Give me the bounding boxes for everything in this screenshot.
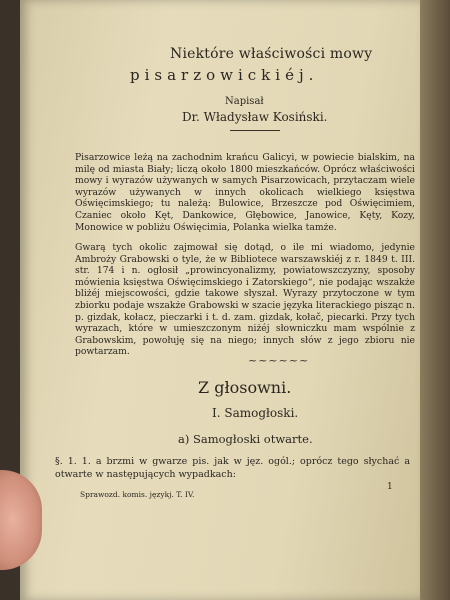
footer-signature: Sprawozd. komis. językj. T. IV. <box>80 490 195 499</box>
book-page <box>20 0 420 600</box>
paragraph-1: Pisarzowice leżą na zachodnim krańcu Galicyi, w powiecie bialskim, na milę od miasta Biały; liczą około 1800 mieszkańców. Oprócz właściwości mowy i wyrazów używanych w samych Pisarzowicach, przytaczam wiele wyrazów używanych w innych okolicach wielkiego księstwa Oświęcimskiego; tu należą: Bulowice, Brzeszcze pod Oświęcimiem, Czaniec około Kęt, Dankowice, Głębowice, Janowice, Kęty, Kozy, Monowice w pobliżu Oświęcimia, Polanka wielka tamże. <box>75 152 415 233</box>
subsection-title-2: a) Samogłoski otwarte. <box>178 432 313 446</box>
title-line-2: pisarzowickiéj. <box>130 66 319 84</box>
author-label: Napisał <box>225 96 264 107</box>
section-title: Z głosowni. <box>198 378 292 397</box>
page-number: 1 <box>387 482 393 492</box>
subsection-title-1: I. Samogłoski. <box>212 406 299 420</box>
ornament-divider: ~~~~~~ <box>248 354 310 367</box>
book-edge <box>420 0 450 600</box>
title-line-1: Niektóre właściwości mowy <box>170 46 373 62</box>
paragraph-3: §. 1. 1. a brzmi w gwarze pis. jak w jęz. ogól.; oprócz tego słychać a otwarte w następujących wypadkach: <box>55 456 410 480</box>
title-rule <box>230 130 280 131</box>
author-name: Dr. Władysław Kosiński. <box>182 110 328 124</box>
paragraph-2: Gwarą tych okolic zajmował się dotąd, o ile mi wiadomo, jedynie Ambroży Grabowski o tyle, że w Bibliotece warszawskiéj z r. 1849 t. III. str. 174 i n. ogłosił „prowincyonalizmy, powiatowszczyzny, sposoby mówienia księstwa Oświęcimskiego i Zatorskiego“, nie podając wszakże bliżéj miejscowości, gdzie takowe słyszał. Wyrazy przytoczone w tym zbiorku podaje wszakże Grabowski w szacie języka literackiego pisząc n. p. gizdak, kołacz, pieczarki i t. d. zam. gizdak, kołač, piecarki. Przy tych wyrazach, które w umieszczonym niżéj słowniczku mam wspólnie z Grabowskim, powołuję się na niego; innych słów z jego zbioru nie powtarzam. <box>75 242 415 358</box>
